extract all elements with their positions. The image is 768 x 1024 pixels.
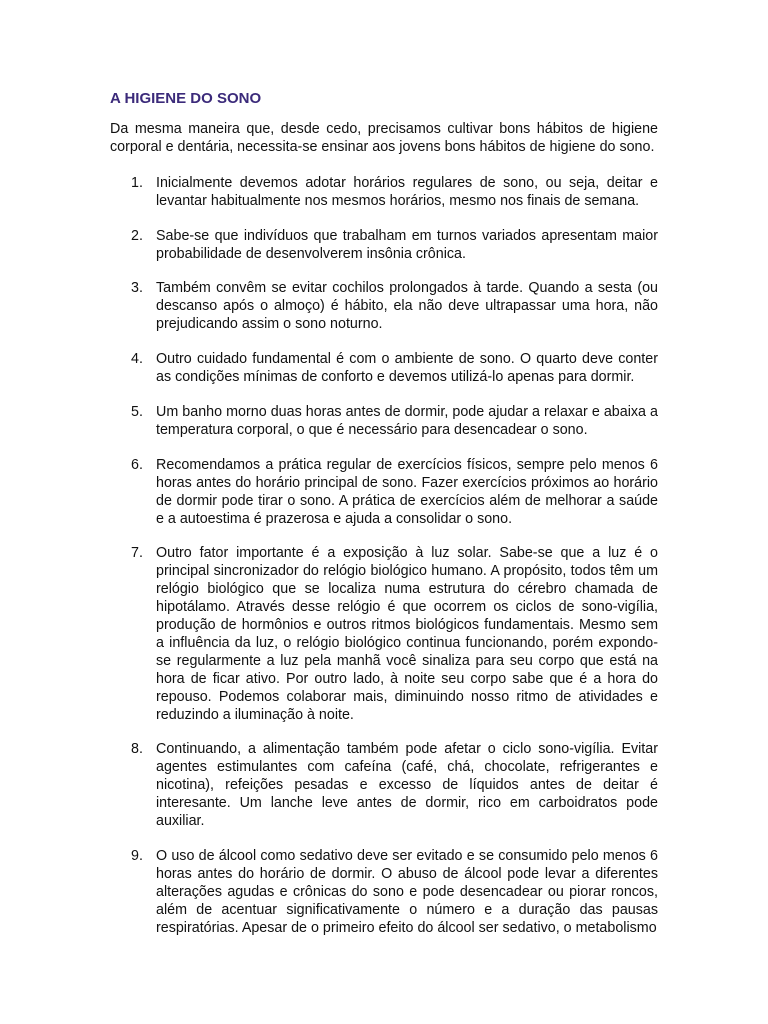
list-item-number: 7.: [131, 545, 143, 562]
list-item-text: Também convêm se evitar cochilos prolongados à tarde. Quando a sesta (ou descanso após o almoço) é hábito, ela não deve ultrapassar uma hora, não prejudicando assim o sono noturno.: [156, 280, 658, 333]
hygiene-tips-list: [110, 175, 658, 938]
list-item-number: 5.: [131, 403, 143, 420]
list-item-number: 6.: [131, 456, 143, 473]
list-item: [110, 175, 658, 211]
list-item-text: Inicialmente devemos adotar horários regulares de sono, ou seja, deitar e levantar habitualmente nos mesmos horários, mesmo nos finais de semana.: [156, 174, 658, 209]
document-page: [110, 90, 658, 955]
list-item: [110, 280, 658, 334]
list-item-number: 3.: [131, 280, 143, 297]
list-item-number: 4.: [131, 351, 143, 368]
list-item: [110, 351, 658, 387]
list-item-text: Recomendamos a prática regular de exercícios físicos, sempre pelo menos 6 horas antes do horário principal de sono. Fazer exercícios próximos ao horário de dormir pode tirar o sono. A prática de exercícios além de melhorar a saúde e a autoestima é prazerosa e ajuda a consolidar o sono.: [156, 456, 658, 527]
list-item-text: Continuando, a alimentação também pode afetar o ciclo sono-vigília. Evitar agentes estimulantes com cafeína (café, chá, chocolate, refrigerantes e nicotina), refeições pesadas e excesso de líquidos antes de deitar é interesante. Um lanche leve antes de dormir, rico em carboidratos pode auxiliar.: [156, 741, 658, 830]
list-item: [110, 545, 658, 724]
list-item-text: Sabe-se que indivíduos que trabalham em turnos variados apresentam maior probabilidade de desenvolverem insônia crônica.: [156, 227, 658, 262]
list-item: [110, 457, 658, 529]
list-item: [110, 404, 658, 440]
list-item-number: 9.: [131, 848, 143, 864]
list-item: [110, 228, 658, 264]
list-item-number: 1.: [131, 174, 143, 191]
intro-paragraph: Da mesma maneira que, desde cedo, precisamos cultivar bons hábitos de higiene corporal e dentária, necessita-se ensinar aos jovens bons hábitos de higiene do sono.: [110, 121, 658, 155]
document-title: A HIGIENE DO SONO: [110, 90, 262, 107]
list-item-text: Outro cuidado fundamental é com o ambiente de sono. O quarto deve conter as condições mínimas de conforto e devemos utilizá-lo apenas para dormir.: [156, 351, 658, 386]
list-item: [110, 741, 658, 831]
list-item: [110, 848, 658, 938]
list-item-text: Outro fator importante é a exposição à luz solar. Sabe-se que a luz é o principal sincronizador do relógio biológico humano. A propósito, todos têm um relógio biológico que se localiza numa estrutura do cérebro chamada de hipotálamo. Através desse relógio é que ocorrem os ciclos de sono-vigília, produção de hormônios e outros ritmos biológicos fundamentais. Mesmo sem a influência da luz, o relógio biológico continua funcionando, porém expondo-se regularmente a luz pela manhã você sinaliza para seu corpo que está na hora de ficar ativo. Por outro lado, à noite seu corpo sabe que é a hora do repouso. Podemos colaborar mais, diminuindo nosso ritmo de atividades e reduzindo a iluminação à noite.: [156, 545, 658, 723]
list-item-text: O uso de álcool como sedativo deve ser evitado e se consumido pelo menos 6 horas antes do horário de dormir. O abuso de álcool pode levar a diferentes alterações agudas e crônicas do sono e pode desencadear ou piorar roncos, além de acentuar significativamente o número e a duração das pausas respiratórias. Apesar de o primeiro efeito do álcool ser sedativo, o metabolismo: [156, 848, 658, 936]
list-item-text: Um banho morno duas horas antes de dormir, pode ajudar a relaxar e abaixa a temperatura corporal, o que é necessário para desencadear o sono.: [156, 403, 658, 438]
list-item-number: 8.: [131, 741, 143, 758]
list-item-number: 2.: [131, 227, 143, 244]
